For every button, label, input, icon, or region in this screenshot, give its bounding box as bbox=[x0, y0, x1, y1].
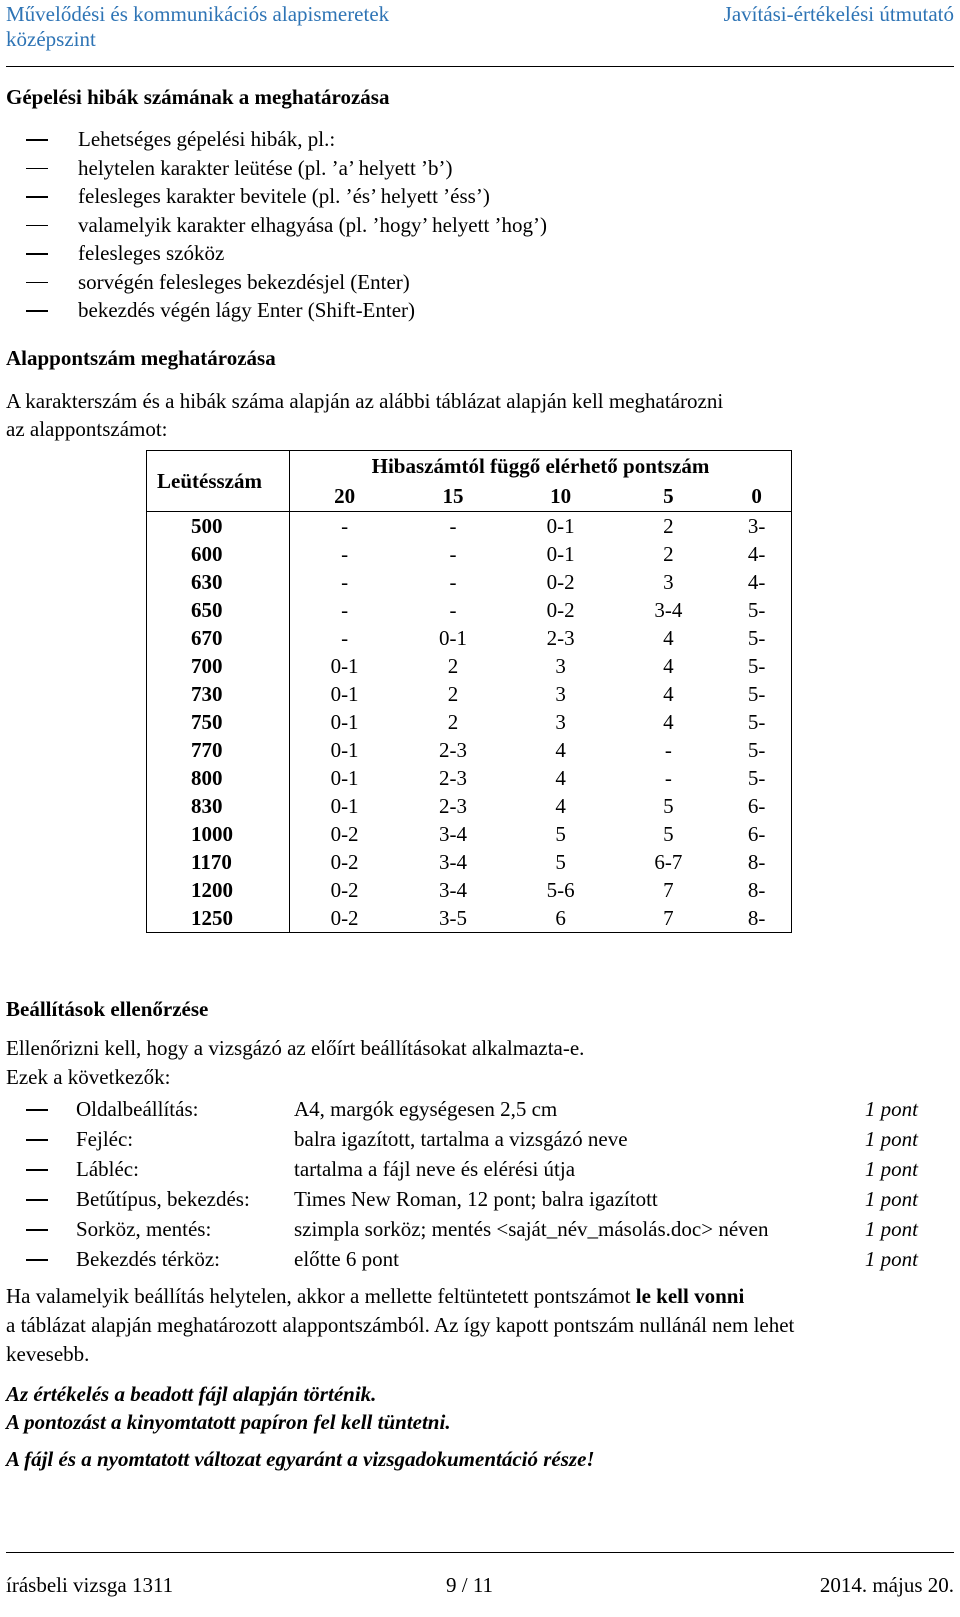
typing-errors-title: Gépelési hibák számának a meghatározása bbox=[6, 85, 390, 109]
header-subject bbox=[6, 2, 389, 52]
table-row: 750 0-1 2 3 4 5- bbox=[147, 708, 792, 736]
closing-line2: A pontozást a kinyomtatott papíron fel kell tüntetni. bbox=[6, 1410, 451, 1434]
footer-page-number: 9 / 11 bbox=[446, 1573, 494, 1597]
settings-text-line1: Ellenőrizni kell, hogy a vizsgázó az előírt beállításokat alkalmazta-e. bbox=[6, 1036, 585, 1060]
table-row: 800 0-1 2-3 4 - 5- bbox=[147, 764, 792, 792]
column-header: 15 bbox=[399, 481, 507, 512]
score-table bbox=[146, 450, 792, 933]
list-item: Bekezdés térköz: előtte 6 pont 1 pont bbox=[6, 1244, 956, 1274]
dash-bullet-icon bbox=[26, 310, 48, 312]
dash-bullet-icon bbox=[26, 1229, 48, 1231]
footer-exam: írásbeli vizsga 1311 bbox=[6, 1573, 174, 1597]
settings-note-line1: Ha valamelyik beállítás helytelen, akkor a mellette feltüntetett pontszámot le kell vonni bbox=[6, 1284, 745, 1308]
footer-divider bbox=[6, 1552, 954, 1553]
base-score-text-line1: A karakterszám és a hibák száma alapján az alábbi táblázat alapján kell meghatározni bbox=[6, 389, 724, 413]
header-subject-line1: Művelődési és kommunikációs alapismeretek bbox=[6, 2, 390, 26]
dash-bullet-icon bbox=[26, 282, 48, 284]
footer-date: 2014. május 20. bbox=[819, 1573, 954, 1597]
column-header: 0 bbox=[722, 481, 791, 512]
table-row: 830 0-1 2-3 4 5 6- bbox=[147, 792, 792, 820]
dash-bullet-icon bbox=[26, 196, 48, 198]
group-header-cell: Hibaszámtól függő elérhető pontszám bbox=[290, 451, 792, 482]
settings-note-line3: kevesebb. bbox=[6, 1342, 90, 1366]
list-item: Fejléc: balra igazított, tartalma a vizsgázó neve 1 pont bbox=[6, 1124, 956, 1154]
table-row: 1170 0-2 3-4 5 6-7 8- bbox=[147, 848, 792, 876]
table-row: 500 - - 0-1 2 3- bbox=[147, 512, 792, 541]
dash-bullet-icon bbox=[26, 225, 48, 227]
table-row: 700 0-1 2 3 4 5- bbox=[147, 652, 792, 680]
closing-line1: Az értékelés a beadott fájl alapján történik. bbox=[6, 1382, 377, 1406]
list-item: bekezdés végén lágy Enter (Shift-Enter) bbox=[6, 296, 547, 325]
list-item: Lábléc: tartalma a fájl neve és elérési útja 1 pont bbox=[6, 1154, 956, 1184]
list-item: Betűtípus, bekezdés: Times New Roman, 12 pont; balra igazított 1 pont bbox=[6, 1184, 956, 1214]
base-score-text-line2: az alappontszámot: bbox=[6, 417, 168, 441]
column-header: 20 bbox=[290, 481, 400, 512]
table-row: 600 - - 0-1 2 4- bbox=[147, 540, 792, 568]
dash-bullet-icon bbox=[26, 1169, 48, 1171]
typing-errors-list bbox=[6, 125, 547, 325]
table-row: 1250 0-2 3-5 6 7 8- bbox=[147, 904, 792, 933]
table-row: 770 0-1 2-3 4 - 5- bbox=[147, 736, 792, 764]
dash-bullet-icon bbox=[26, 253, 48, 255]
row-header-cell: Leütésszám bbox=[147, 451, 290, 512]
header-divider bbox=[6, 66, 954, 67]
settings-note-line2: a táblázat alapján meghatározott alappontszámból. Az így kapott pontszám nullánál nem lehet bbox=[6, 1313, 795, 1337]
page-header bbox=[6, 0, 954, 50]
closing-line3: A fájl és a nyomtatott változat egyaránt a vizsgadokumentáció része! bbox=[6, 1447, 595, 1471]
list-item: felesleges karakter bevitele (pl. ’és’ helyett ’éss’) bbox=[6, 182, 547, 211]
page-footer bbox=[6, 1570, 954, 1600]
list-item: valamelyik karakter elhagyása (pl. ’hogy’ helyett ’hog’) bbox=[6, 211, 547, 240]
settings-note-emphasis: le kell vonni bbox=[635, 1284, 745, 1308]
list-item: Oldalbeállítás: A4, margók egységesen 2,5 cm 1 pont bbox=[6, 1094, 956, 1124]
header-doc-type: Javítási-értékelési útmutató bbox=[723, 2, 954, 26]
dash-bullet-icon bbox=[26, 1139, 48, 1141]
dash-bullet-icon bbox=[26, 1199, 48, 1201]
table-row: 1000 0-2 3-4 5 5 6- bbox=[147, 820, 792, 848]
table-row: 730 0-1 2 3 4 5- bbox=[147, 680, 792, 708]
dash-bullet-icon bbox=[26, 1109, 48, 1111]
table-row: 650 - - 0-2 3-4 5- bbox=[147, 596, 792, 624]
column-header: 10 bbox=[507, 481, 615, 512]
list-item: sorvégén felesleges bekezdésjel (Enter) bbox=[6, 268, 547, 297]
list-item: felesleges szóköz bbox=[6, 239, 547, 268]
table-row: 670 - 0-1 2-3 4 5- bbox=[147, 624, 792, 652]
dash-bullet-icon bbox=[26, 139, 48, 141]
list-item: helytelen karakter leütése (pl. ’a’ helyett ’b’) bbox=[6, 154, 547, 183]
column-header: 5 bbox=[615, 481, 723, 512]
dash-bullet-icon bbox=[26, 1259, 48, 1261]
settings-title: Beállítások ellenőrzése bbox=[6, 997, 209, 1021]
table-row: 630 - - 0-2 3 4- bbox=[147, 568, 792, 596]
list-item: Sorköz, mentés: szimpla sorköz; mentés <saját_név_másolás.doc> néven 1 pont bbox=[6, 1214, 956, 1244]
settings-list bbox=[6, 1094, 956, 1274]
header-subject-line2: középszint bbox=[6, 27, 96, 51]
settings-text-line2: Ezek a következők: bbox=[6, 1065, 171, 1089]
table-row: 1200 0-2 3-4 5-6 7 8- bbox=[147, 876, 792, 904]
base-score-title: Alappontszám meghatározása bbox=[6, 346, 276, 370]
list-item: Lehetséges gépelési hibák, pl.: bbox=[6, 125, 547, 154]
dash-bullet-icon bbox=[26, 168, 48, 170]
